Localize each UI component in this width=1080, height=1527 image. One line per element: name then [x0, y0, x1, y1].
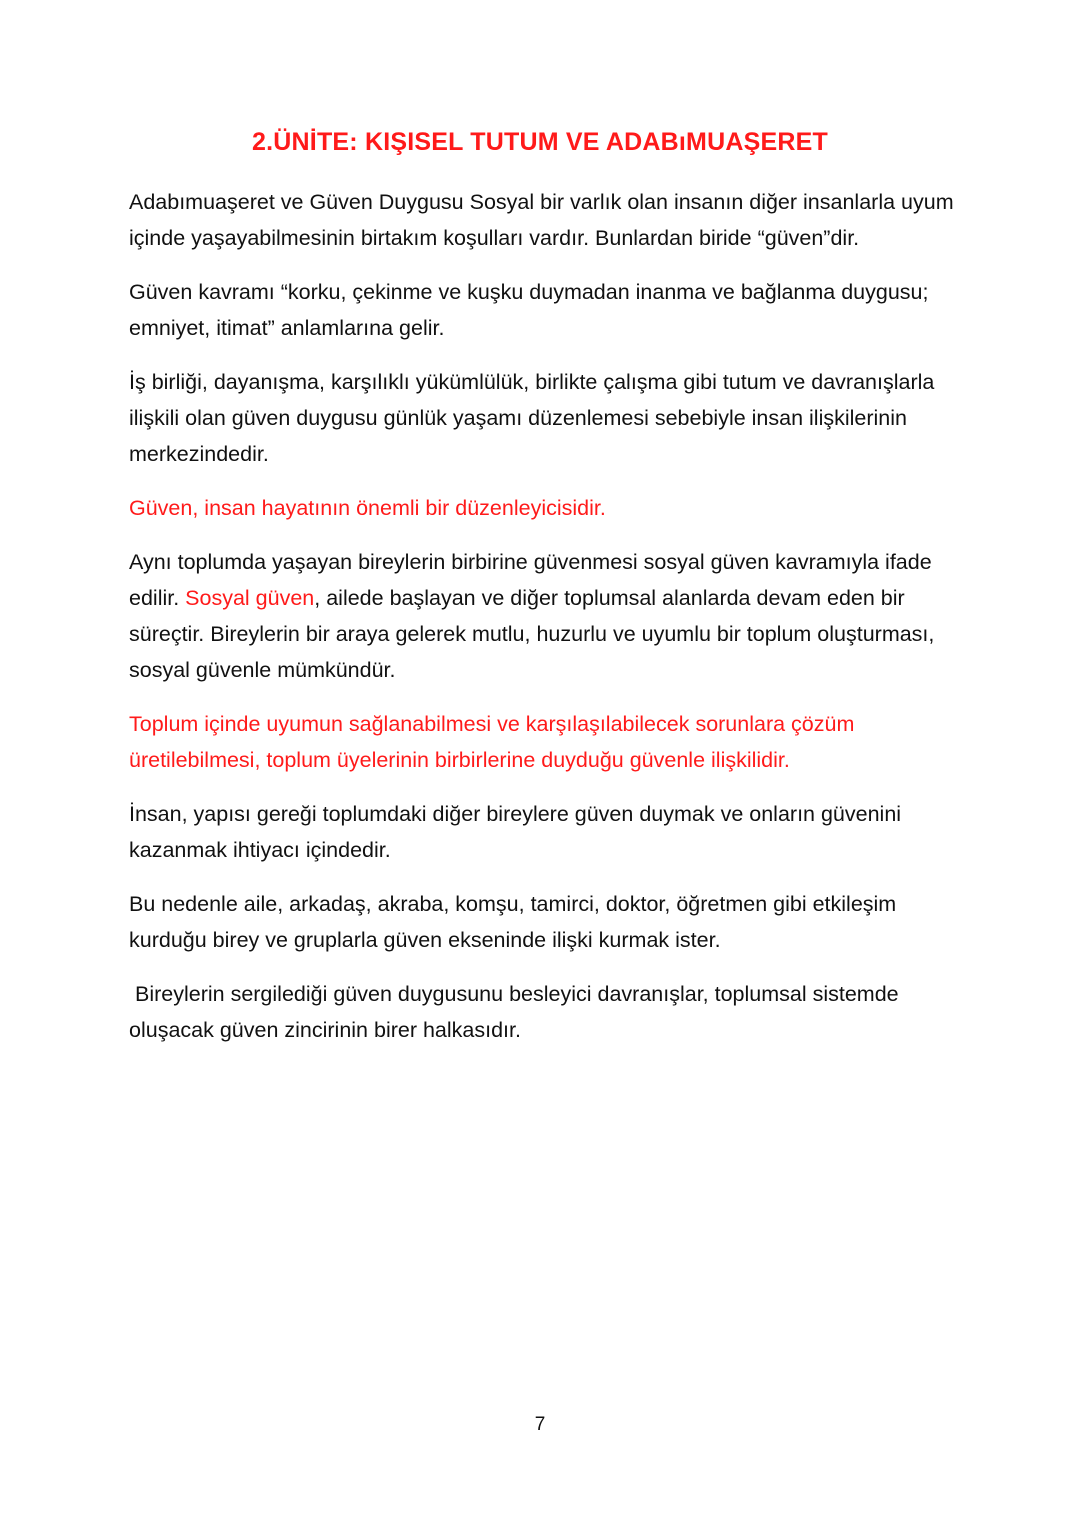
page-title: 2.ÜNİTE: KIŞISEL TUTUM VE ADABıMUAŞERET: [252, 128, 828, 156]
document-body: [129, 184, 959, 1066]
paragraph-cooperation: İş birliği, dayanışma, karşılıklı yükümlülük, birlikte çalışma gibi tutum ve davranışlarla ilişkili olan güven duygusu günlük yaşamı düzenlemesi sebebiyle insan ilişkilerinin merkezindedir.: [129, 370, 935, 466]
social-trust-text-2: , ailede başlayan ve diğer toplumsal alanlarda devam eden bir süreçtir. Bireylerin bir araya gelerek mutlu, huzurlu ve uyumlu bir toplum oluşturması, sosyal güvenle mümkündür.: [129, 586, 935, 682]
paragraph-highlight-regulator: Güven, insan hayatının önemli bir düzenleyicisidir.: [129, 496, 606, 520]
paragraph-trust-chain: Bireylerin sergilediği güven duygusunu besleyici davranışlar, toplumsal sistemde oluşacak güven zincirinin birer halkasıdır.: [129, 982, 905, 1042]
paragraph-human-need: İnsan, yapısı gereği toplumdaki diğer bireylere güven duymak ve onların güvenini kazanmak ihtiyacı içindedir.: [129, 802, 902, 862]
paragraph-highlight-harmony: Toplum içinde uyumun sağlanabilmesi ve karşılaşılabilecek sorunlara çözüm üretilebilmesi, toplum üyelerinin birbirlerine duyduğu güvenle ilişkilidir.: [129, 712, 855, 772]
social-trust-text-1: Aynı toplumda yaşayan bireylerin birbirine güvenmesi sosyal güven kavramıyla ifade edilir.: [129, 550, 932, 610]
paragraph-intro: Adabımuaşeret ve Güven Duygusu Sosyal bir varlık olan insanın diğer insanlarla uyum içinde yaşayabilmesinin birtakım koşulları vardır. Bunlardan biride “güven”dir.: [129, 190, 954, 250]
paragraph-definition: Güven kavramı “korku, çekinme ve kuşku duymadan inanma ve bağlanma duygusu; emniyet, itimat” anlamlarına gelir.: [129, 280, 929, 340]
paragraph-relations: Bu nedenle aile, arkadaş, akraba, komşu, tamirci, doktor, öğretmen gibi etkileşim kurduğu birey ve gruplarla güven ekseninde ilişki kurmak ister.: [129, 892, 897, 952]
page-number: 7: [534, 1414, 546, 1435]
paragraph-social-trust: [129, 544, 959, 688]
social-trust-highlight: Sosyal güven: [179, 586, 315, 610]
